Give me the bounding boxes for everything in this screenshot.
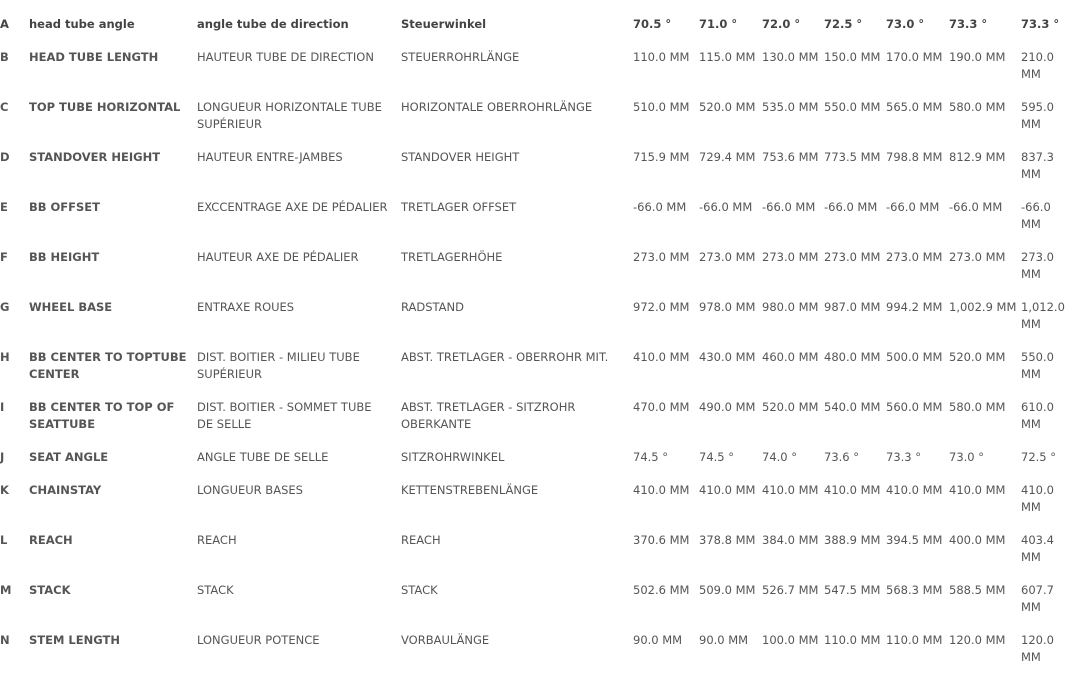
row-value: 560.0 MM bbox=[886, 400, 943, 414]
row-value: 480.0 MM bbox=[824, 350, 881, 364]
header-size bbox=[633, 0, 699, 14]
row-label-fr: DIST. BOITIER - SOMMET TUBE DE SELLE bbox=[197, 400, 372, 431]
row-value: 526.7 MM bbox=[762, 583, 819, 597]
row-value: 773.5 MM bbox=[824, 150, 881, 164]
row-value: 994.2 MM bbox=[886, 300, 943, 314]
table-row bbox=[0, 43, 1078, 93]
row-value: -66.0 MM bbox=[824, 200, 878, 214]
table-row bbox=[0, 143, 1078, 193]
header-key bbox=[0, 0, 29, 14]
row-value: 410.0 MM bbox=[824, 483, 881, 497]
row-value: 509.0 MM bbox=[699, 583, 756, 597]
row-value: 394.5 MM bbox=[886, 533, 943, 547]
header-size bbox=[824, 0, 886, 14]
table-header-row bbox=[0, 0, 1078, 14]
row-value: 607.7 MM bbox=[1021, 583, 1054, 614]
row-value: 110.0 MM bbox=[886, 633, 943, 647]
table-row bbox=[0, 626, 1078, 676]
row-label-fr: LONGUEUR BASES bbox=[197, 483, 303, 497]
table-row bbox=[0, 293, 1078, 343]
row-label-de: ABST. TRETLAGER - SITZROHR OBERKANTE bbox=[401, 400, 576, 431]
row-key: G bbox=[0, 300, 10, 314]
row-key: C bbox=[0, 100, 9, 114]
row-value: 1,002.9 MM bbox=[949, 300, 1017, 314]
row-value: 410.0 MM bbox=[762, 483, 819, 497]
row-value: 273.0 MM bbox=[949, 250, 1006, 264]
row-value: 73.0 ° bbox=[886, 17, 925, 31]
row-key: F bbox=[0, 250, 8, 264]
row-value: 120.0 MM bbox=[949, 633, 1006, 647]
header-size bbox=[886, 0, 949, 14]
row-label-de: SITZROHRWINKEL bbox=[401, 450, 505, 464]
row-value: 753.6 MM bbox=[762, 150, 819, 164]
table-row bbox=[0, 526, 1078, 576]
row-value: 73.3 ° bbox=[886, 450, 922, 464]
row-value: 987.0 MM bbox=[824, 300, 881, 314]
row-value: 400.0 MM bbox=[949, 533, 1006, 547]
table-row bbox=[0, 476, 1078, 526]
row-value: 273.0 MM bbox=[1021, 250, 1054, 281]
row-label-de: VORBAULÄNGE bbox=[401, 633, 490, 647]
row-value: 70.5 ° bbox=[633, 17, 672, 31]
row-value: 540.0 MM bbox=[824, 400, 881, 414]
row-value: 520.0 MM bbox=[949, 350, 1006, 364]
row-key: K bbox=[0, 483, 9, 497]
row-value: 273.0 MM bbox=[699, 250, 756, 264]
row-label-de: HORIZONTALE OBERROHRLÄNGE bbox=[401, 100, 593, 114]
header-size bbox=[1021, 0, 1078, 14]
row-label-en: CHAINSTAY bbox=[29, 483, 102, 497]
row-value: 273.0 MM bbox=[824, 250, 881, 264]
row-value: 71.0 ° bbox=[699, 17, 738, 31]
row-label-en: head tube angle bbox=[29, 17, 135, 31]
row-value: 73.0 ° bbox=[949, 450, 985, 464]
row-value: 72.0 ° bbox=[762, 17, 801, 31]
row-value: 210.0 MM bbox=[1021, 50, 1054, 81]
row-label-en: BB CENTER TO TOP OF SEATTUBE bbox=[29, 400, 175, 431]
header-size bbox=[699, 0, 762, 14]
row-label-de: KETTENSTREBENLÄNGE bbox=[401, 483, 539, 497]
row-value: 520.0 MM bbox=[762, 400, 819, 414]
row-value: 798.8 MM bbox=[886, 150, 943, 164]
row-label-de: TRETLAGER OFFSET bbox=[401, 200, 517, 214]
table-row bbox=[0, 243, 1078, 293]
row-value: -66.0 MM bbox=[949, 200, 1003, 214]
row-value: 610.0 MM bbox=[1021, 400, 1054, 431]
row-label-en: HEAD TUBE LENGTH bbox=[29, 50, 159, 64]
row-value: 72.5 ° bbox=[824, 17, 863, 31]
row-value: 74.5 ° bbox=[699, 450, 735, 464]
row-value: 100.0 MM bbox=[762, 633, 819, 647]
row-label-fr: HAUTEUR ENTRE-JAMBES bbox=[197, 150, 343, 164]
row-value: 74.0 ° bbox=[762, 450, 798, 464]
row-label-fr: REACH bbox=[197, 533, 237, 547]
row-label-fr: HAUTEUR TUBE DE DIRECTION bbox=[197, 50, 374, 64]
row-value: 74.5 ° bbox=[633, 450, 669, 464]
row-label-fr: EXCCENTRAGE AXE DE PÉDALIER bbox=[197, 200, 388, 214]
row-value: 535.0 MM bbox=[762, 100, 819, 114]
row-label-en: REACH bbox=[29, 533, 73, 547]
header-en bbox=[29, 0, 197, 14]
row-value: 812.9 MM bbox=[949, 150, 1006, 164]
row-value: 378.8 MM bbox=[699, 533, 756, 547]
row-value: 430.0 MM bbox=[699, 350, 756, 364]
row-value: 500.0 MM bbox=[886, 350, 943, 364]
row-value: 715.9 MM bbox=[633, 150, 690, 164]
row-value: 550.0 MM bbox=[824, 100, 881, 114]
row-value: 410.0 MM bbox=[633, 483, 690, 497]
row-label-fr: STACK bbox=[197, 583, 234, 597]
row-key: A bbox=[0, 17, 9, 31]
row-label-de: REACH bbox=[401, 533, 441, 547]
row-value: 410.0 MM bbox=[886, 483, 943, 497]
row-label-en: SEAT ANGLE bbox=[29, 450, 109, 464]
row-value: 729.4 MM bbox=[699, 150, 756, 164]
row-value: 73.3 ° bbox=[949, 17, 988, 31]
row-value: 73.3 ° bbox=[1021, 17, 1060, 31]
row-value: 568.3 MM bbox=[886, 583, 943, 597]
row-value: 460.0 MM bbox=[762, 350, 819, 364]
row-value: 403.4 MM bbox=[1021, 533, 1054, 564]
row-label-de: RADSTAND bbox=[401, 300, 465, 314]
row-value: 547.5 MM bbox=[824, 583, 881, 597]
row-value: 502.6 MM bbox=[633, 583, 690, 597]
row-value: 384.0 MM bbox=[762, 533, 819, 547]
row-value: 550.0 MM bbox=[1021, 350, 1054, 381]
row-value: 190.0 MM bbox=[949, 50, 1006, 64]
row-value: 273.0 MM bbox=[633, 250, 690, 264]
row-value: -66.0 MM bbox=[886, 200, 940, 214]
table-row bbox=[0, 343, 1078, 393]
row-label-de: STEUERROHRLÄNGE bbox=[401, 50, 520, 64]
row-label-fr: ANGLE TUBE DE SELLE bbox=[197, 450, 329, 464]
table-row bbox=[0, 14, 1078, 43]
row-value: 490.0 MM bbox=[699, 400, 756, 414]
row-label-de: TRETLAGERHÖHE bbox=[401, 250, 503, 264]
row-value: 1,012.0 MM bbox=[1021, 300, 1065, 331]
row-label-fr: angle tube de direction bbox=[197, 17, 349, 31]
row-value: 90.0 MM bbox=[633, 633, 683, 647]
row-value: -66.0 MM bbox=[699, 200, 753, 214]
row-label-de: Steuerwinkel bbox=[401, 17, 487, 31]
row-key: J bbox=[0, 450, 5, 464]
row-key: L bbox=[0, 533, 8, 547]
row-label-en: BB CENTER TO TOPTUBE CENTER bbox=[29, 350, 187, 381]
row-label-fr: HAUTEUR AXE DE PÉDALIER bbox=[197, 250, 359, 264]
header-size bbox=[762, 0, 824, 14]
row-label-en: TOP TUBE HORIZONTAL bbox=[29, 100, 181, 114]
row-key: E bbox=[0, 200, 8, 214]
row-value: 273.0 MM bbox=[886, 250, 943, 264]
row-value: 130.0 MM bbox=[762, 50, 819, 64]
row-value: 510.0 MM bbox=[633, 100, 690, 114]
row-value: 595.0 MM bbox=[1021, 100, 1054, 131]
row-value: 588.5 MM bbox=[949, 583, 1006, 597]
row-value: 150.0 MM bbox=[824, 50, 881, 64]
row-label-en: BB OFFSET bbox=[29, 200, 101, 214]
row-value: 410.0 MM bbox=[633, 350, 690, 364]
row-key: D bbox=[0, 150, 10, 164]
row-value: 980.0 MM bbox=[762, 300, 819, 314]
row-label-fr: ENTRAXE ROUES bbox=[197, 300, 295, 314]
row-value: 410.0 MM bbox=[699, 483, 756, 497]
row-value: 73.6 ° bbox=[824, 450, 860, 464]
row-key: N bbox=[0, 633, 10, 647]
row-label-de: STANDOVER HEIGHT bbox=[401, 150, 520, 164]
row-label-fr: DIST. BOITIER - MILIEU TUBE SUPÉRIEUR bbox=[197, 350, 360, 381]
row-value: 580.0 MM bbox=[949, 400, 1006, 414]
row-value: 370.6 MM bbox=[633, 533, 690, 547]
table-row bbox=[0, 193, 1078, 243]
row-value: 110.0 MM bbox=[633, 50, 690, 64]
row-label-en: WHEEL BASE bbox=[29, 300, 113, 314]
row-key: I bbox=[0, 400, 5, 414]
row-value: 972.0 MM bbox=[633, 300, 690, 314]
row-value: 520.0 MM bbox=[699, 100, 756, 114]
row-label-en: BB HEIGHT bbox=[29, 250, 100, 264]
row-label-fr: LONGUEUR HORIZONTALE TUBE SUPÉRIEUR bbox=[197, 100, 382, 131]
row-value: 410.0 MM bbox=[949, 483, 1006, 497]
table-row bbox=[0, 393, 1078, 443]
row-label-de: ABST. TRETLAGER - OBERROHR MIT. bbox=[401, 350, 609, 364]
row-label-en: STACK bbox=[29, 583, 71, 597]
row-value: 837.3 MM bbox=[1021, 150, 1054, 181]
row-value: 470.0 MM bbox=[633, 400, 690, 414]
row-label-de: STACK bbox=[401, 583, 438, 597]
row-value: 978.0 MM bbox=[699, 300, 756, 314]
row-key: B bbox=[0, 50, 9, 64]
row-label-en: STANDOVER HEIGHT bbox=[29, 150, 161, 164]
table-row bbox=[0, 443, 1078, 476]
row-value: 580.0 MM bbox=[949, 100, 1006, 114]
header-de bbox=[401, 0, 633, 14]
row-value: 410.0 MM bbox=[1021, 483, 1054, 514]
row-value: 110.0 MM bbox=[824, 633, 881, 647]
row-label-en: STEM LENGTH bbox=[29, 633, 120, 647]
row-label-fr: LONGUEUR POTENCE bbox=[197, 633, 320, 647]
row-value: -66.0 MM bbox=[1021, 200, 1051, 231]
row-value: -66.0 MM bbox=[633, 200, 687, 214]
header-fr bbox=[197, 0, 401, 14]
table-row bbox=[0, 93, 1078, 143]
row-value: 72.5 ° bbox=[1021, 450, 1057, 464]
row-value: 565.0 MM bbox=[886, 100, 943, 114]
row-value: 90.0 MM bbox=[699, 633, 749, 647]
row-value: 120.0 MM bbox=[1021, 633, 1054, 664]
row-value: 273.0 MM bbox=[762, 250, 819, 264]
row-value: -66.0 MM bbox=[762, 200, 816, 214]
row-value: 388.9 MM bbox=[824, 533, 881, 547]
table-row bbox=[0, 576, 1078, 626]
row-value: 170.0 MM bbox=[886, 50, 943, 64]
table-body bbox=[0, 14, 1078, 676]
row-key: H bbox=[0, 350, 10, 364]
row-value: 115.0 MM bbox=[699, 50, 756, 64]
row-key: M bbox=[0, 583, 12, 597]
header-size bbox=[949, 0, 1021, 14]
